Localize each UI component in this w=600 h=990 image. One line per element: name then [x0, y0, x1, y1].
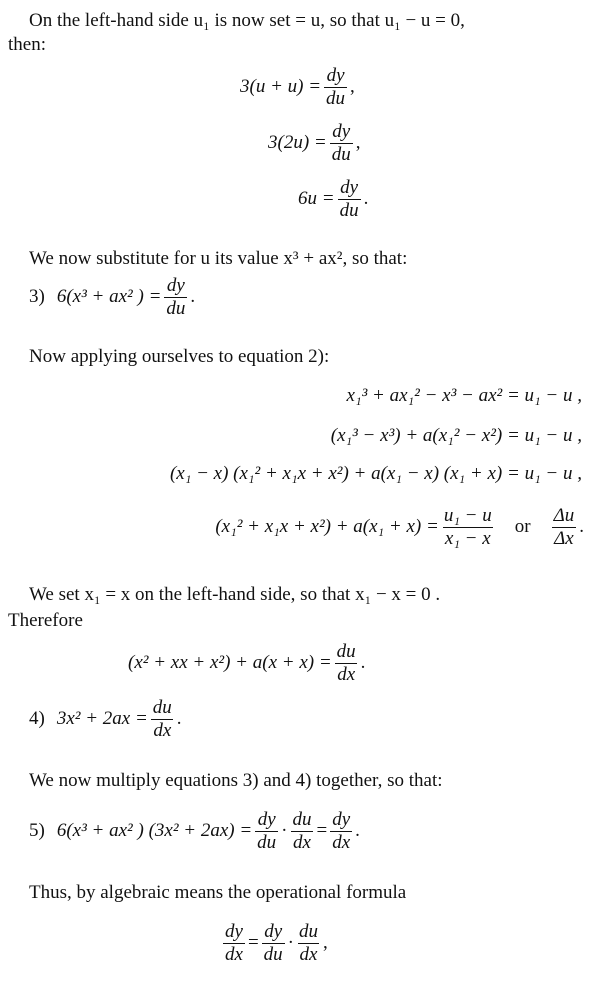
fraction-numerator: dy: [332, 809, 351, 830]
set-line-1: We set x₁ = x on the left-hand side, so that x₁ − x = 0 .: [29, 584, 441, 605]
fraction-denominator: x₁ − x: [444, 527, 491, 549]
fraction-denominator: dx: [299, 943, 318, 965]
fraction-dy-dx: [330, 810, 352, 853]
intro-line-1: On the left-hand side u₁ is now set = u, so that u₁ − u = 0,: [29, 10, 465, 31]
period: .: [355, 819, 360, 841]
equation-limit: [128, 642, 365, 685]
period: .: [176, 707, 182, 729]
equation-4: [29, 698, 182, 741]
fraction-dy-du: [262, 922, 285, 965]
fraction-denominator: du: [339, 199, 359, 221]
equation-number: 4): [29, 707, 45, 729]
period: .: [363, 187, 369, 209]
fraction-dy-du: [338, 178, 361, 221]
thus-line: Thus, by algebraic means the operational formula: [29, 882, 407, 903]
equation-expansion-2: [331, 426, 582, 447]
equation-number: 5): [29, 819, 45, 841]
fraction-denominator: du: [263, 943, 283, 965]
equation-3u-plus-u: [240, 66, 355, 109]
fraction-numerator: Δu: [553, 505, 575, 526]
period: .: [579, 515, 584, 537]
equation-text: (x₁³ − x³) + a(x₁² − x²) = u₁ − u ,: [330, 425, 582, 446]
fraction-denominator: du: [257, 831, 277, 853]
fraction-numerator: dy: [264, 921, 283, 942]
fraction-numerator: u₁ − u: [443, 505, 492, 526]
comma: ,: [322, 931, 328, 953]
fraction-u1-u-over-x1-x: [442, 506, 494, 549]
fraction-denominator: du: [326, 87, 346, 109]
equation-expansion-3: [170, 464, 582, 485]
apply-line: Now applying ourselves to equation 2):: [29, 346, 330, 367]
fraction-dy-du: [330, 122, 353, 165]
period: .: [190, 285, 196, 307]
equation-lhs: 6(x³ + ax² ) (3x² + 2ax) =: [56, 819, 253, 841]
fraction-delta-u-over-delta-x: [552, 506, 577, 549]
fraction-dy-dx: [223, 922, 245, 965]
equation-text: (x₁ − x) (x₁² + x₁x + x²) + a(x₁ − x) (x₁ + x) = u₁ − u ,: [169, 463, 582, 484]
equation-3-2u: [268, 122, 360, 165]
fraction-numerator: dy: [340, 177, 359, 198]
fraction-denominator: Δx: [554, 527, 574, 549]
equals-sign: =: [247, 931, 259, 953]
multiplication-dot: ·: [287, 931, 294, 953]
equation-lhs: 6(x³ + ax² ) =: [56, 285, 162, 307]
equation-lhs: 3(2u) =: [268, 131, 327, 153]
fraction-du-dx: [297, 922, 320, 965]
fraction-numerator: dy: [332, 121, 351, 142]
equation-expansion-1: [347, 386, 582, 407]
equation-5: [29, 810, 360, 853]
equation-lhs: 3x² + 2ax =: [56, 707, 148, 729]
fraction-denominator: dx: [337, 663, 356, 685]
fraction-numerator: dy: [326, 65, 345, 86]
fraction-du-dx: [291, 810, 314, 853]
equation-lhs: (x₁² + x₁x + x²) + a(x₁ + x) =: [215, 515, 439, 537]
fraction-numerator: du: [298, 921, 318, 942]
equation-number: 3): [29, 285, 45, 307]
fraction-du-dx: [335, 642, 358, 685]
fraction-numerator: du: [336, 641, 356, 662]
equation-lhs: (x² + xx + x²) + a(x + x) =: [128, 651, 332, 673]
fraction-denominator: dx: [153, 719, 172, 741]
fraction-numerator: dy: [225, 921, 243, 942]
comma: ,: [350, 75, 355, 97]
fraction-numerator: du: [292, 809, 312, 830]
comma: ,: [355, 131, 361, 153]
fraction-denominator: du: [331, 143, 351, 165]
intro-line-2: then:: [8, 34, 46, 55]
fraction-dy-du: [255, 810, 278, 853]
period: .: [360, 651, 366, 673]
multiply-line: We now multiply equations 3) and 4) together, so that:: [29, 770, 443, 791]
multiplication-dot: ·: [281, 819, 288, 841]
fraction-dy-du: [324, 66, 347, 109]
fraction-denominator: dx: [293, 831, 311, 853]
fraction-numerator: du: [152, 697, 172, 718]
equation-3: [29, 276, 195, 319]
equation-6u: [298, 178, 368, 221]
set-line-2: Therefore: [8, 610, 83, 631]
or-word: or: [514, 515, 531, 537]
fraction-denominator: dx: [225, 943, 243, 965]
equation-chain-rule: [220, 922, 328, 965]
fraction-denominator: du: [166, 297, 186, 319]
fraction-dy-du: [164, 276, 187, 319]
fraction-denominator: dx: [332, 831, 351, 853]
equals-sign: =: [316, 819, 328, 841]
equation-lhs: 6u =: [298, 187, 335, 209]
equation-lhs: 3(u + u) =: [240, 75, 322, 97]
equation-difference-quotient: [215, 506, 584, 549]
equation-text: x₁³ + ax₁² − x³ − ax² = u₁ − u ,: [346, 385, 582, 406]
fraction-numerator: dy: [257, 809, 276, 830]
fraction-du-dx: [151, 698, 174, 741]
fraction-numerator: dy: [166, 275, 185, 296]
substitute-line: We now substitute for u its value x³ + ax², so that:: [29, 248, 408, 269]
